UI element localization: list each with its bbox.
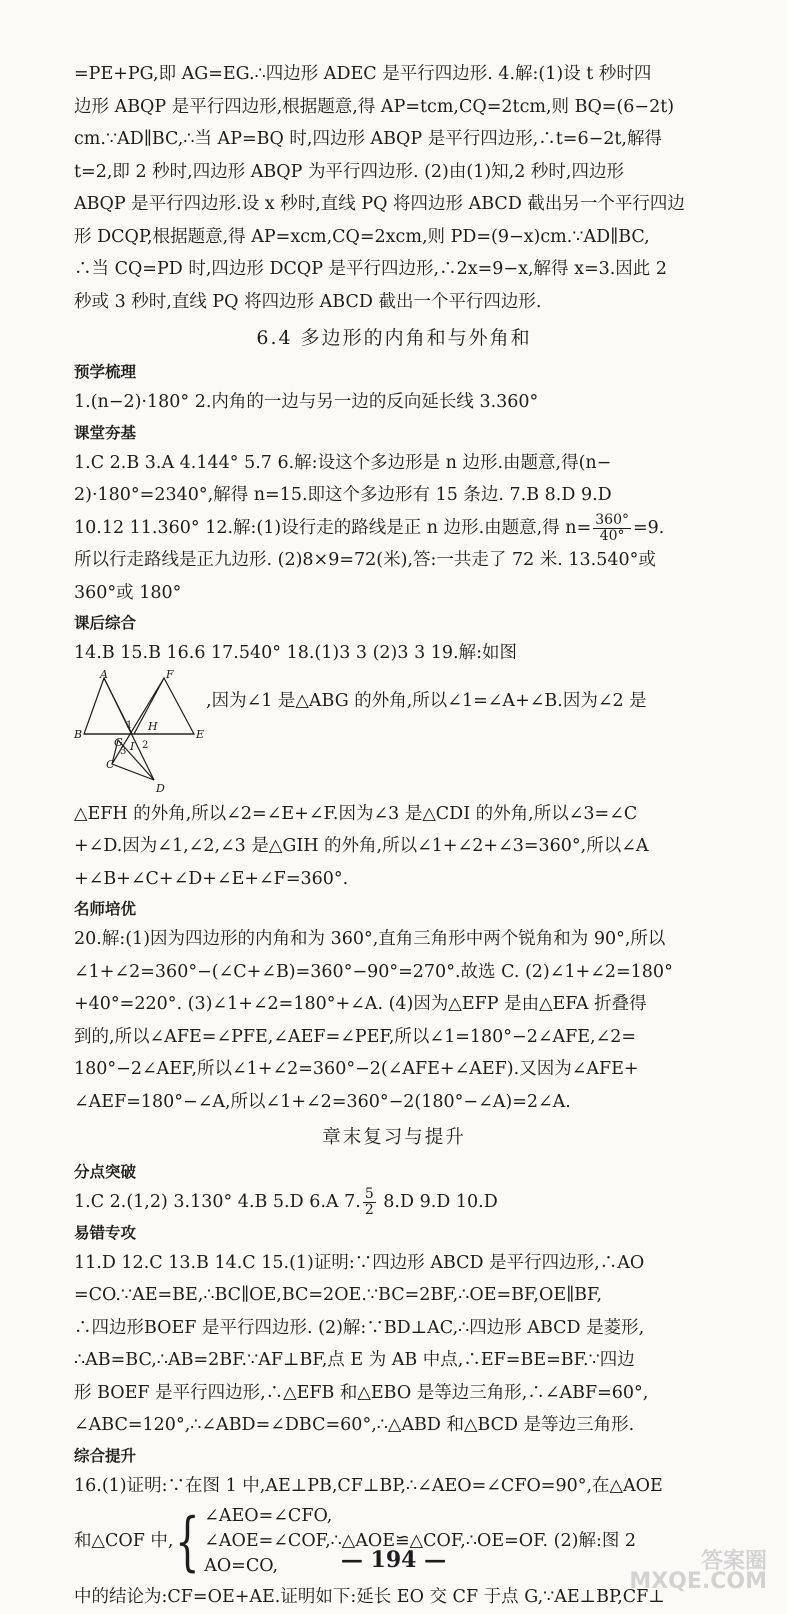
equation-row: AO=CO, [204, 1556, 279, 1576]
text-line-with-fraction [74, 1186, 714, 1219]
label-b: B [74, 727, 83, 741]
label-i: I [130, 739, 135, 753]
subsection-heading-teacher: 名师培优 [74, 900, 137, 918]
text-line: t=2,即 2 秒时,四边形 ABQP 为平行四边形. (2)由(1)知,2 秒时,四边形 [74, 161, 624, 182]
fraction-numerator: 360° [595, 511, 629, 528]
label-f: F [166, 669, 174, 681]
subsection-heading-classroom: 课堂夯基 [74, 423, 137, 442]
label-c: C [106, 757, 115, 771]
text-segment: 1.C 2.(1,2) 3.130° 4.B 5.D 6.A 7. [74, 1192, 361, 1212]
text-line: ∴当 CQ=PD 时,四边形 DCQP 是平行四边形,∴2x=9−x,解得 x=3.因此 2 [74, 259, 668, 279]
triangle-efh [134, 678, 194, 734]
text-line: 边形 ABQP 是平行四边形,根据题意,得 AP=tcm,CQ=2tcm,则 BQ=(6−2t) [74, 96, 675, 117]
label-angle-3: 3 [120, 745, 127, 757]
subsection-heading-comprehensive: 综合提升 [74, 1446, 137, 1465]
text-line: 180°−2∠AEF,所以∠1+∠2=360°−2(∠AFE+∠AEF).又因为∠AFE+ [74, 1059, 639, 1079]
chapter-review-title: 章末复习与提升 [322, 1127, 466, 1148]
text-line: 形 DCQP,根据题意,得 AP=xcm,CQ=2xcm,则 PD=(9−x)cm.∵AD∥BC, [74, 226, 650, 247]
text-line: =CO.∵AE=BE,∴BC∥OE,BC=2OE.∵BC=2BF,∴OE=BF,OE∥BF, [74, 1285, 603, 1305]
text-line: =PE+PG,即 AG=EG.∴四边形 ADEC 是平行四边形. 4.解:(1)设 t 秒时四 [74, 64, 652, 84]
answer-page [74, 58, 714, 1614]
text-segment: 和△COF 中, [74, 1531, 174, 1552]
text-line: 中的结论为:CF=OE+AE.证明如下:延长 EO 交 CF 于点 G,∵AE⊥BP,CF⊥ [74, 1587, 665, 1607]
text-line: ∴四边形BOEF 是平行四边形. (2)解:∵BD⊥AC,∴四边形 ABCD 是菱形, [74, 1317, 645, 1338]
text-line: ∠AEF=180°−∠A,所以∠1+∠2=360°−2(180°−∠A)=2∠A. [74, 1091, 571, 1112]
text-line: ,因为∠1 是△ABG 的外角,所以∠1=∠A+∠B.因为∠2 是 [206, 691, 647, 712]
label-angle-2: 2 [142, 739, 149, 751]
label-d: D [156, 781, 165, 795]
fraction [363, 1187, 376, 1218]
text-line: △EFH 的外角,所以∠2=∠E+∠F.因为∠3 是△CDI 的外角,所以∠3=∠C [74, 803, 638, 824]
subsection-heading-mistakes: 易错专攻 [74, 1223, 137, 1242]
text-line: 2)·180°=2340°,解得 n=15.即这个多边形有 15 条边. 7.B 8.D 9.D [74, 485, 612, 505]
text-line: 14.B 15.B 16.6 17.540° 18.(1)3 3 (2)3 3 19.解:如图 [74, 643, 518, 663]
equation-row: ∠AEO=∠CFO, [204, 1506, 333, 1526]
text-line: ABQP 是平行四边形.设 x 秒时,直线 PQ 将四边形 ABCD 截出另一个平行四边 [74, 194, 685, 214]
text-line: 1.C 2.B 3.A 4.144° 5.7 6.解:设这个多边形是 n 边形.由题意,得(n− [74, 452, 612, 473]
text-line: 所以行走路线是正九边形. (2)8×9=72(米),答:一共走了 72 米. 13.540°或 [74, 550, 656, 570]
left-brace-icon: { [175, 1504, 201, 1579]
fraction [593, 513, 631, 544]
text-line: 360°或 180° [74, 582, 182, 603]
subsection-heading-points: 分点突破 [74, 1163, 137, 1181]
text-line: ∴AB=BC,∴AB=2BF.∵AF⊥BF,点 E 为 AB 中点,∴EF=BE=BF.∵四边 [74, 1350, 635, 1370]
equation-row: ∠AOE=∠COF,∴△AOE≌△COF,∴OE=OF. (2)解:图 2 [204, 1531, 637, 1551]
text-line: 形 BOEF 是平行四边形,∴△EFB 和△EBO 是等边三角形,∴∠ABF=60°, [74, 1382, 649, 1403]
watermark: 答案圈 MXQE.COM [629, 1549, 767, 1594]
text-segment: 8.D 9.D 10.D [377, 1192, 498, 1212]
text-line: ∠1+∠2=360°−(∠C+∠B)=360°−90°=270°.故选 C. (2)∠1+∠2=180° [74, 961, 673, 982]
text-line: cm.∵AD∥BC,∴当 AP=BQ 时,四边形 ABQP 是平行四边形,∴t=6−2t,解得 [74, 129, 662, 149]
fraction-denominator: 2 [364, 1202, 374, 1218]
label-e: E [196, 727, 204, 741]
triangles-figure [74, 670, 204, 798]
label-h: H [148, 719, 158, 733]
text-line: +40°=220°. (3)∠1+∠2=180°+∠A. (4)因为△EFP 是由△EFA 折叠得 [74, 994, 647, 1014]
text-line: 11.D 12.C 13.B 14.C 15.(1)证明:∵四边形 ABCD 是平行四边形,∴AO [74, 1252, 645, 1273]
text-line: ∠ABC=120°,∴∠ABD=∠DBC=60°,∴△ABD 和△BCD 是等边三角形. [74, 1415, 635, 1435]
text-line: 秒或 3 秒时,直线 PQ 将四边形 ABCD 截出一个平行四边形. [74, 291, 542, 312]
text-line: 1.(n−2)·180° 2.内角的一边与另一边的反向延长线 3.360° [74, 392, 539, 412]
subsection-heading-preview: 预学梳理 [74, 363, 137, 381]
label-g: G [114, 735, 123, 749]
subsection-heading-after-class: 课后综合 [74, 614, 137, 632]
text-line: 16.(1)证明:∵在图 1 中,AE⊥PB,CF⊥BP,∴∠AEO=∠CFO=90°,在△AOE [74, 1475, 663, 1496]
text-line: +∠D.因为∠1,∠2,∠3 是△GIH 的外角,所以∠1+∠2+∠3=360°,所以∠A [74, 836, 649, 856]
label-angle-1: 1 [126, 719, 133, 731]
text-line: 到的,所以∠AFE=∠PFE,∠AEF=∠PEF,所以∠1=180°−2∠AFE,∠2= [74, 1026, 637, 1047]
label-a: A [100, 669, 108, 681]
figure-row [74, 669, 714, 795]
text-line-with-fraction [74, 512, 714, 545]
fraction-denominator: 40° [599, 527, 625, 544]
section-title: 6.4 多边形的内角和与外角和 [256, 327, 532, 349]
page-number: — 194 — [340, 1547, 447, 1573]
text-line: +∠B+∠C+∠D+∠E+∠F=360°. [74, 868, 349, 889]
text-line: 20.解:(1)因为四边形的内角和为 360°,直角三角形中两个锐角和为 90°,所以 [74, 929, 666, 949]
text-segment: =9. [632, 517, 665, 538]
fraction-numerator: 5 [364, 1186, 374, 1202]
text-segment: 10.12 11.360° 12.解:(1)设行走的路线是正 n 边形.由题意,得 n= [74, 517, 592, 538]
